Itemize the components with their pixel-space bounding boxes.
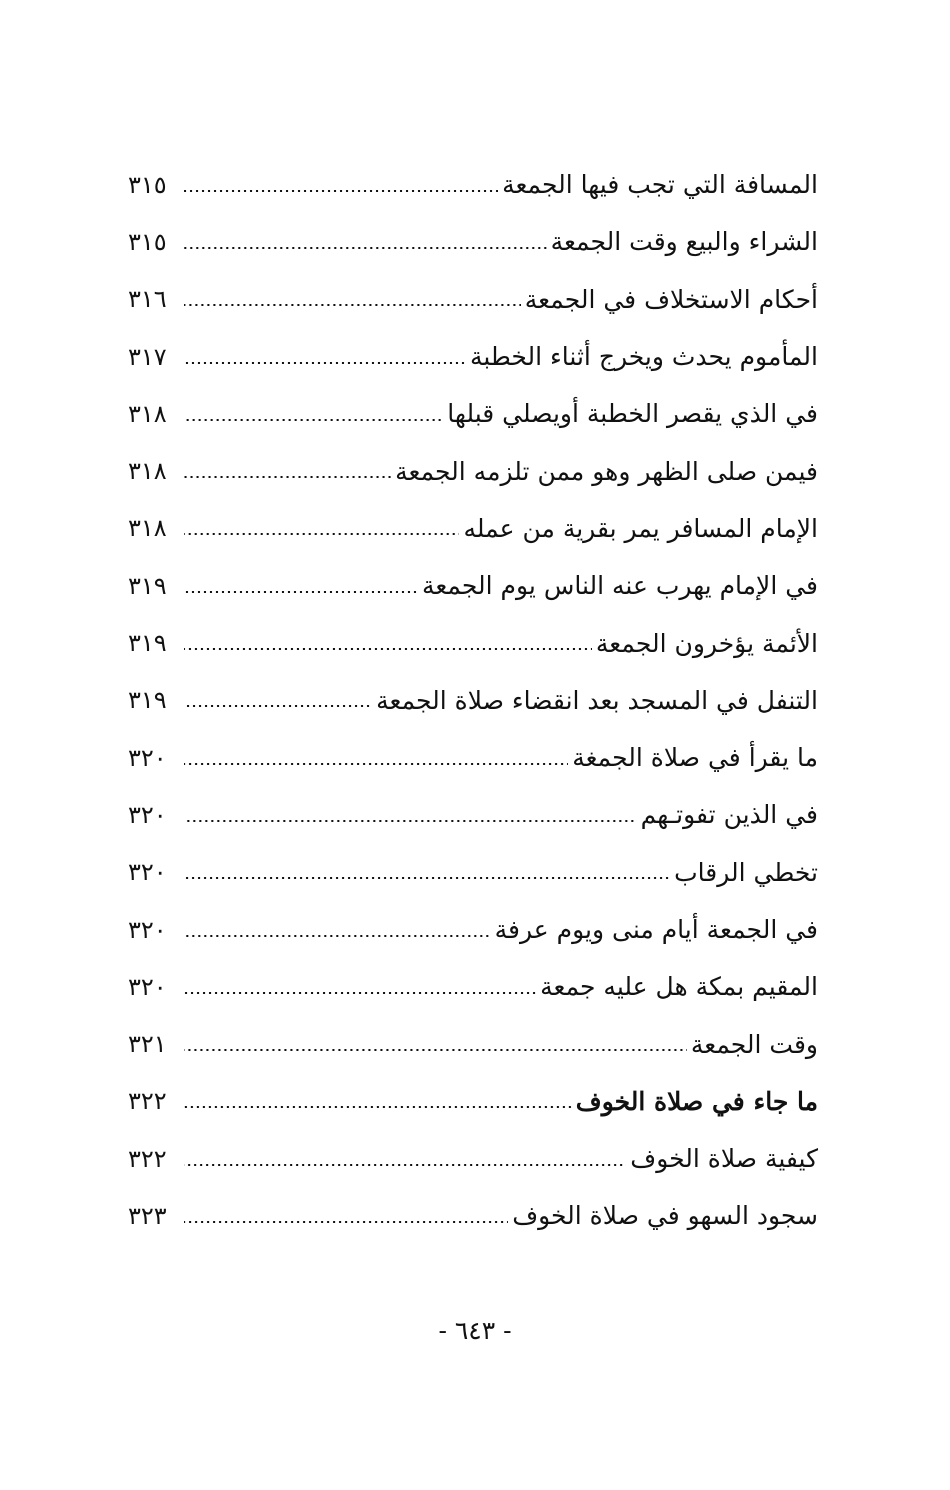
dot-leader <box>184 992 536 994</box>
dot-leader <box>184 591 418 593</box>
toc-entry <box>128 328 818 385</box>
entry-page-number: ٣٢٠ <box>128 858 167 887</box>
dot-leader <box>184 247 547 249</box>
entry-title: المسافة التي تجب فيها الجمعة <box>502 170 818 200</box>
dot-leader <box>184 1164 626 1166</box>
entry-title: ما يقرأ في صلاة الجمغة <box>572 743 818 773</box>
entry-title: التنفل في المسجد بعد انقضاء صلاة الجمعة <box>376 685 818 715</box>
toc-entry <box>128 1187 818 1244</box>
entry-title: الشراء والبيع وقت الجمعة <box>550 227 818 257</box>
dot-leader <box>184 820 637 822</box>
entry-page-number: ٣٢١ <box>128 1030 167 1059</box>
dot-leader <box>184 1049 687 1051</box>
dot-leader <box>184 419 443 421</box>
entry-title: المأموم يحدث ويخرج أثناء الخطبة <box>469 342 818 372</box>
entry-page-number: ٣١٨ <box>128 457 167 486</box>
entry-page-number: ٣١٩ <box>128 571 167 600</box>
toc-entry <box>128 844 818 901</box>
dot-leader <box>184 705 372 707</box>
entry-page-number: ٣١٨ <box>128 514 167 543</box>
toc-entry <box>128 729 818 786</box>
entry-title: في الذي يقصر الخطبة أويصلي قبلها <box>447 399 818 429</box>
toc-entry <box>128 958 818 1015</box>
dot-leader <box>184 877 670 879</box>
entry-title: أحكام الاستخلاف في الجمعة <box>524 284 818 314</box>
entry-title: في الجمعة أيام منى ويوم عرفة <box>494 915 818 944</box>
table-of-contents <box>128 156 818 1245</box>
entry-title: الإمام المسافر يمر بقرية من عمله <box>463 513 818 543</box>
entry-page-number: ٣٢٢ <box>128 1144 167 1173</box>
entry-title: فيمن صلى الظهر وهو ممن تلزمه الجمعة <box>395 456 818 486</box>
dot-leader <box>184 190 498 192</box>
toc-entry <box>128 901 818 958</box>
entry-title: وقت الجمعة <box>690 1029 818 1059</box>
dot-leader <box>184 533 459 535</box>
toc-entry <box>128 271 818 328</box>
toc-entry <box>128 442 818 499</box>
entry-page-number: ٣٢٣ <box>128 1201 167 1230</box>
toc-entry <box>128 213 818 270</box>
entry-page-number: ٣٢٠ <box>128 743 167 772</box>
dot-leader <box>184 1106 572 1108</box>
toc-entry <box>128 500 818 557</box>
entry-title: الأئمة يؤخرون الجمعة <box>595 628 818 658</box>
toc-entry <box>128 786 818 843</box>
toc-entry <box>128 672 818 729</box>
entry-title: في الذين تفوتـهم <box>640 800 818 830</box>
entry-title: كيفية صلاة الخوف <box>630 1144 818 1174</box>
entry-title: ما جاء في صلاة الخوف <box>575 1086 818 1116</box>
toc-entry <box>128 156 818 213</box>
entry-page-number: ٣١٥ <box>128 227 167 256</box>
dot-leader <box>184 1221 508 1223</box>
entry-title: سجود السهو في صلاة الخوف <box>512 1201 818 1231</box>
entry-title: المقيم بمكة هل عليه جمعة <box>540 972 818 1002</box>
entry-page-number: ٣٢٢ <box>128 1087 167 1116</box>
dot-leader <box>184 362 466 364</box>
toc-entry <box>128 614 818 671</box>
page-number: - ٦٤٣ - <box>438 1316 512 1345</box>
dot-leader <box>184 763 568 765</box>
entry-page-number: ٣١٩ <box>128 629 167 658</box>
dot-leader <box>184 304 521 306</box>
entry-page-number: ٣١٩ <box>128 686 167 715</box>
toc-entry <box>128 1015 818 1072</box>
toc-entry <box>128 1130 818 1187</box>
entry-page-number: ٣١٦ <box>128 285 167 314</box>
dot-leader <box>184 935 491 937</box>
toc-entry <box>128 385 818 442</box>
entry-page-number: ٣٢٠ <box>128 915 167 944</box>
toc-section-heading <box>128 1073 818 1130</box>
entry-page-number: ٣٢٠ <box>128 972 167 1001</box>
entry-page-number: ٣١٨ <box>128 399 167 428</box>
dot-leader <box>184 648 592 650</box>
toc-entry <box>128 557 818 614</box>
entry-title: في الإمام يهرب عنه الناس يوم الجمعة <box>421 571 818 601</box>
entry-page-number: ٣١٧ <box>128 342 167 371</box>
entry-page-number: ٣١٥ <box>128 170 167 199</box>
dot-leader <box>184 476 391 478</box>
entry-title: تخطي الرقاب <box>674 857 818 887</box>
entry-page-number: ٣٢٠ <box>128 800 167 829</box>
